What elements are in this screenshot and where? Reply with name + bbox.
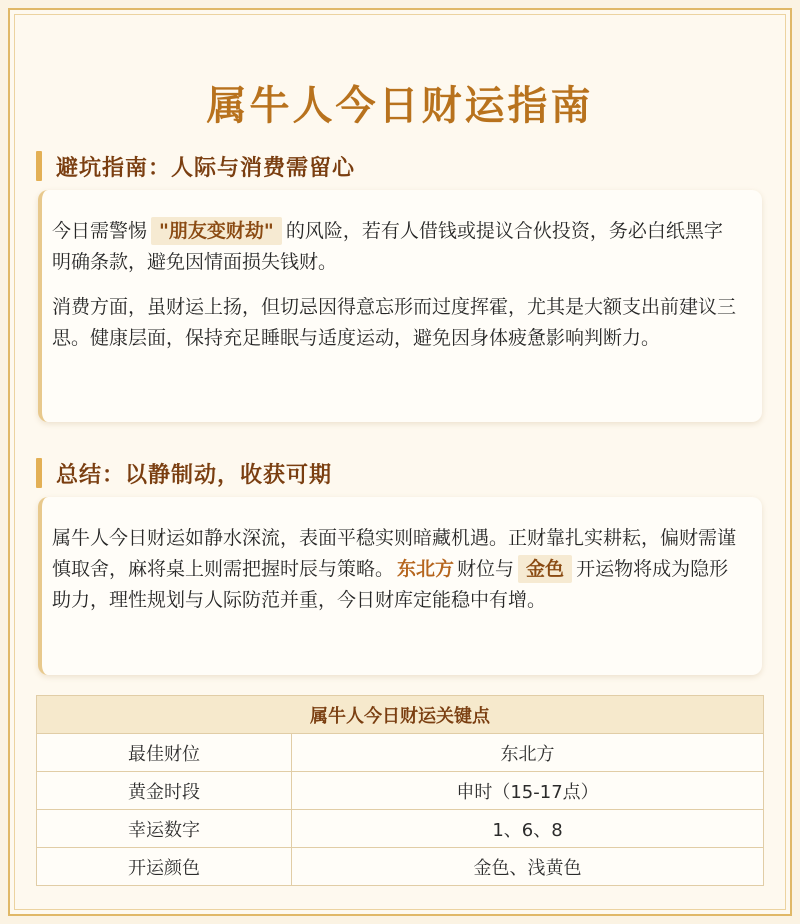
section-heading-summary [36,458,332,488]
pitfalls-paragraph-2: 消费方面，虽财运上扬，但切忌因得意忘形而过度挥霍，尤其是大额支出前建议三思。健康层面，保持充足睡眠与适度运动，避免因身体疲惫影响判断力。 [52,296,737,349]
row-value: 申时（15-17点） [292,772,764,810]
section-accent-bar [36,151,42,181]
row-label: 黄金时段 [37,772,292,810]
row-value: 东北方 [292,734,764,772]
page-title: 属牛人今日财运指南 [206,83,594,129]
highlight-phrase: "朋友变财劫" [151,217,282,245]
pitfalls-paragraph-1 [52,216,740,278]
row-label: 幸运数字 [37,810,292,848]
text-segment: 开运物将成为隐形助力，理性规划与人际防范并重，今日财库定能稳中有增。 [52,558,729,611]
direction-keyword: 东北方 [397,558,455,580]
text-segment: 财位与 [457,558,515,580]
row-label: 最佳财位 [37,734,292,772]
row-label: 开运颜色 [37,848,292,886]
table-header: 属牛人今日财运关键点 [37,696,764,734]
summary-paragraph [52,523,740,616]
section-heading-text: 总结：以静制动，收获可期 [56,462,333,488]
row-value: 1、6、8 [292,810,764,848]
text-segment: 今日需警惕 [52,220,148,242]
summary-card [38,497,762,675]
row-value: 金色、浅黄色 [292,848,764,886]
section-heading-text: 避坑指南：人际与消费需留心 [56,155,356,181]
table-row [37,810,764,848]
text-segment: 属牛人今日财运如静水深流，表面平稳实则暗藏机遇。正财靠扎实耕耘，偏财需谨慎取舍，麻将桌上则需把握时辰与策略。 [52,527,737,580]
text-segment: 的风险，若有人借钱或提议合伙投资，务必白纸黑字明确条款，避免因情面损失钱财。 [52,220,723,273]
table-row [37,734,764,772]
pitfalls-card [38,190,762,422]
table-header-row [37,696,764,734]
table-row [37,772,764,810]
color-keyword: 金色 [518,555,572,583]
key-points-table [36,695,764,886]
table-row [37,848,764,886]
section-accent-bar [36,458,42,488]
section-heading-pitfalls [36,151,355,181]
